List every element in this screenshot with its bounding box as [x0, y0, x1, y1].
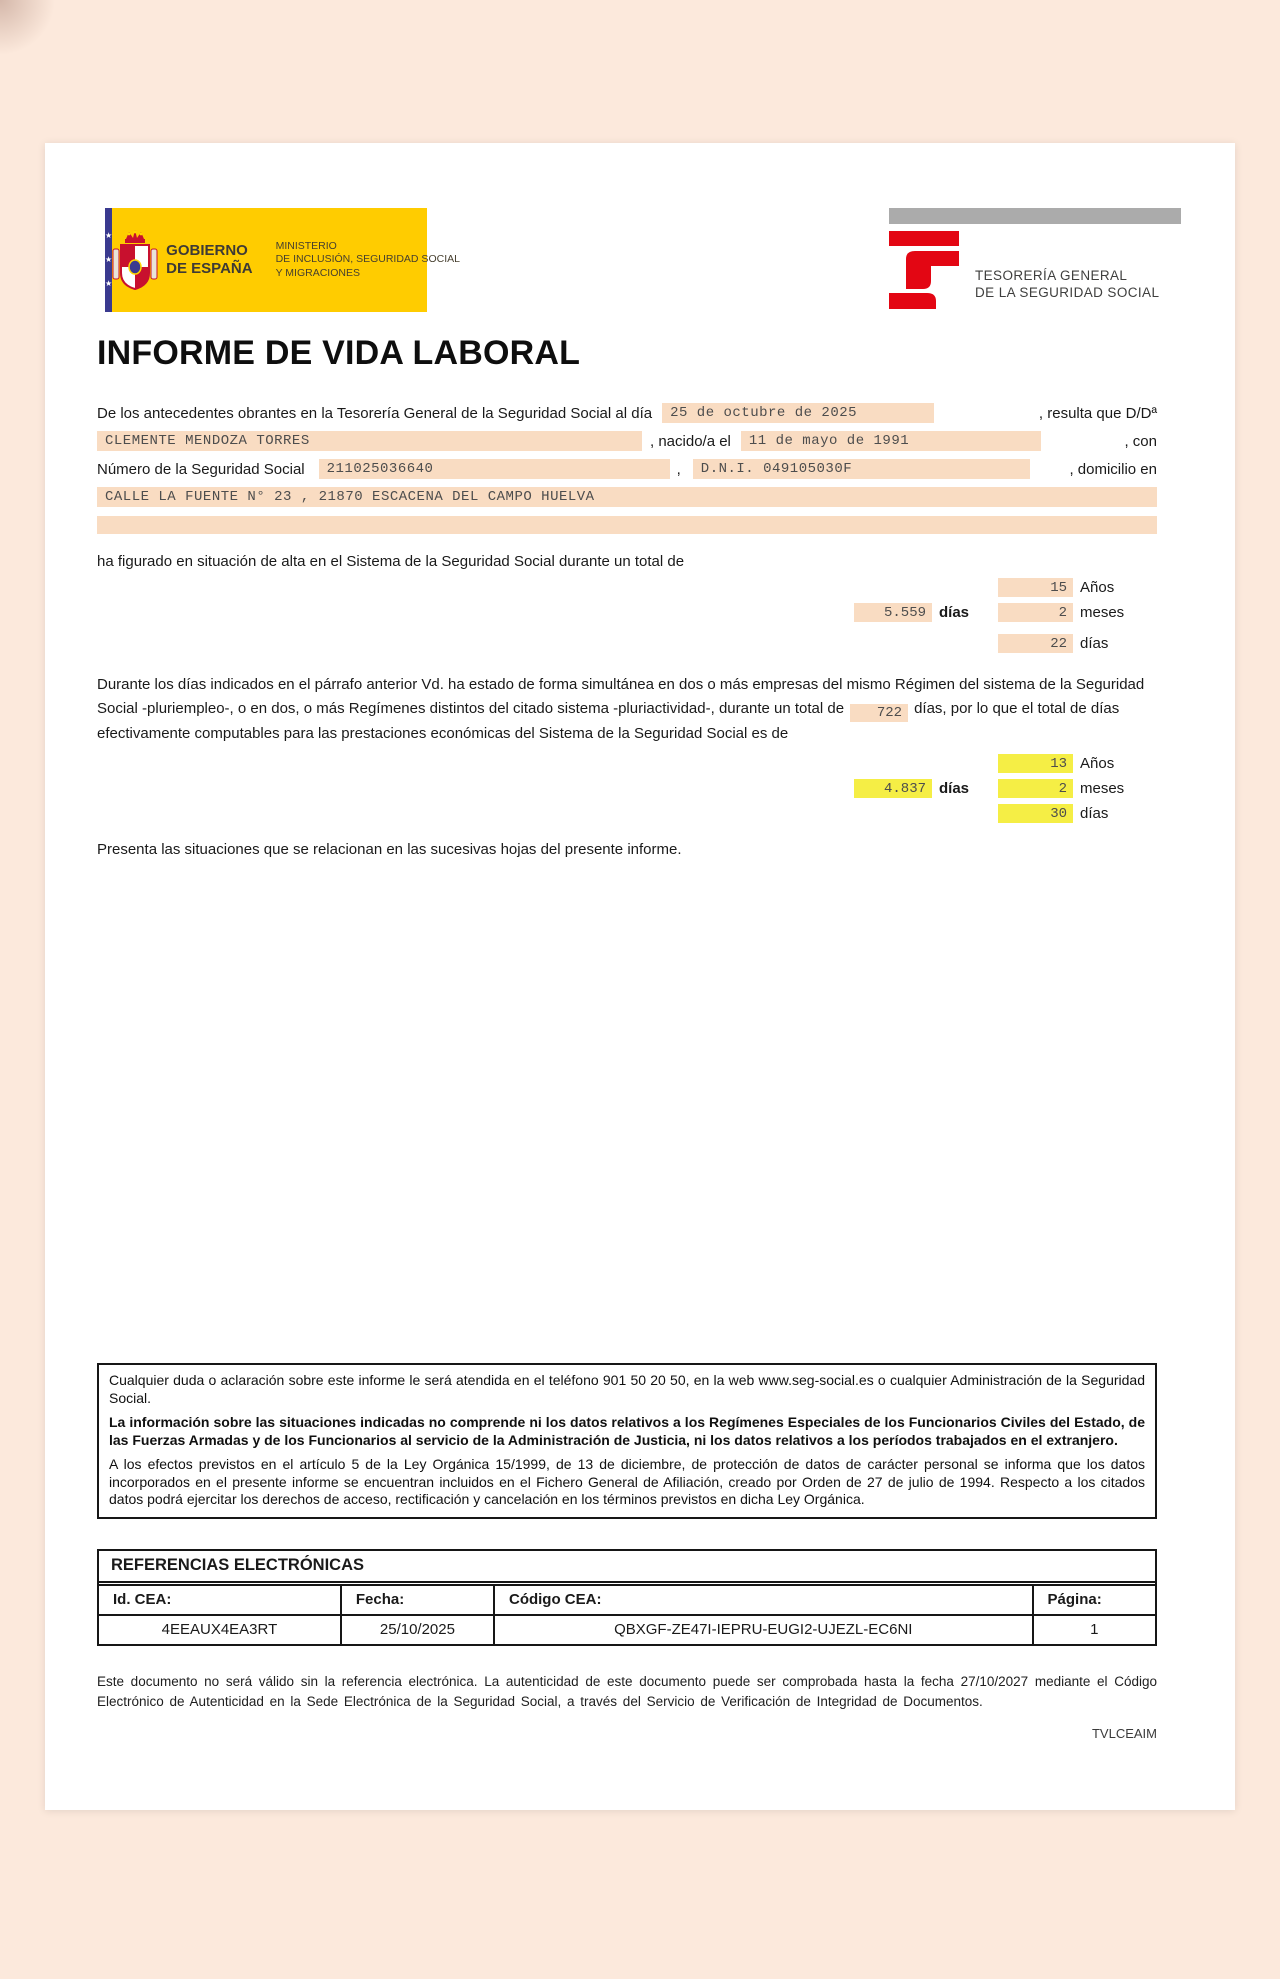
computable-days-months-row	[97, 779, 1157, 798]
tgss-gray-bar	[889, 208, 1181, 224]
computable-years-row	[97, 754, 1157, 773]
pluri-text-after: días, por lo que el total de días efectivamente computables para las prestaciones económicas del Sistema de la Seguridad Social es de	[97, 700, 1120, 742]
references-header-row	[99, 1586, 1155, 1616]
alta-months-label: meses	[1080, 604, 1125, 621]
intro-line-2	[97, 427, 1157, 455]
references-value-row	[99, 1616, 1155, 1644]
pluri-paragraph	[97, 673, 1157, 746]
computable-years-value: 13	[998, 754, 1073, 773]
computable-days-label: días	[939, 780, 970, 797]
born-label: , nacido/a el	[650, 432, 731, 450]
seguridad-social-icon	[889, 231, 959, 309]
alta-days-label: días	[1080, 635, 1109, 652]
birth-date-field: 11 de mayo de 1991	[741, 431, 1041, 451]
star-icon: ★	[105, 279, 113, 288]
domicile-label: , domicilio en	[1069, 460, 1157, 478]
computable-days-value: 4.837	[854, 779, 932, 798]
column-header-id-cea: Id. CEA:	[99, 1586, 342, 1614]
with-label: , con	[1124, 432, 1157, 450]
validity-note: Este documento no será válido sin la referencia electrónica. La autenticidad de este documento puede ser comprobada hasta la fecha 27/10/2027 mediante el Código Electrónico de Autenticidad en la Sede Electrónica de la Seguridad Social, a través del Servicio de Verificación de Integridad de Documentos.	[97, 1673, 1157, 1709]
column-header-codigo-cea: Código CEA:	[495, 1586, 1034, 1614]
ministry-text: MINISTERIO DE INCLUSIÓN, SEGURIDAD SOCIAL Y MIGRACIONES	[275, 239, 460, 279]
intro-line-5	[97, 511, 1157, 539]
pagina-value: 1	[1090, 1620, 1099, 1638]
alta-months-value: 2	[998, 603, 1073, 622]
ssn-label: Número de la Seguridad Social	[97, 460, 305, 478]
star-icon: ★	[105, 255, 113, 264]
legal-notes-box	[97, 1363, 1157, 1519]
star-icon: ★	[105, 231, 113, 240]
computable-months-label: meses	[1080, 780, 1125, 797]
document-header	[97, 208, 1160, 312]
computable-months-value: 2	[998, 779, 1073, 798]
notes-paragraph-scope: La información sobre las situaciones indicadas no comprende ni los datos relativos a los Regímenes Especiales de los Funcionarios Civiles del Estado, de las Fuerzas Armadas y de los Funcionarios al servicio de la Administración de Justicia, ni los datos relativos a los períodos trabajados en el extranjero.	[109, 1414, 1145, 1448]
page-title: INFORME DE VIDA LABORAL	[97, 334, 581, 372]
alta-years-label: Años	[1080, 579, 1115, 596]
alta-days-months-row	[97, 603, 1157, 622]
after-date-text: , resulta que D/Dª	[1038, 404, 1157, 422]
notes-paragraph-contact: Cualquier duda o aclaración sobre este informe le será atendida en el teléfono 901 50 20 50, en la web www.seg-social.es o cualquier Administración de la Seguridad Social.	[109, 1372, 1145, 1406]
report-date-field: 25 de octubre de 2025	[662, 403, 934, 423]
notes-paragraph-lopd: A los efectos previstos en el artículo 5 de la Ley Orgánica 15/1999, de 13 de diciembre, de protección de datos de carácter personal se informa que los datos incorporados en el presente informe se encuentran incluidos en el Fichero General de Afiliación, creado por Orden de 27 de julio de 1994. Respecto a los citados datos podrá ejercitar los derechos de acceso, rectificación y cancelación en los términos previstos en dicha Ley Orgánica.	[109, 1456, 1145, 1507]
computable-totals-block	[97, 754, 1157, 823]
electronic-references-table	[97, 1549, 1157, 1646]
references-title: REFERENCIAS ELECTRÓNICAS	[99, 1551, 1155, 1583]
intro-paragraph	[97, 399, 1157, 539]
document-page	[45, 143, 1235, 1810]
spain-flag-blue-band	[105, 208, 112, 312]
pluri-days-field: 722	[850, 704, 908, 722]
computable-days2-value: 30	[998, 804, 1073, 823]
alta-years-row	[97, 578, 1157, 597]
alta-days-value: 22	[998, 634, 1073, 653]
fecha-value: 25/10/2025	[342, 1616, 495, 1644]
column-header-pagina: Página:	[1047, 1590, 1102, 1608]
alta-days-row	[97, 634, 1157, 653]
intro-line-1	[97, 399, 1157, 427]
computable-days2-label: días	[1080, 805, 1109, 822]
intro-line-3	[97, 455, 1157, 483]
pluri-text-before: Durante los días indicados en el párrafo anterior Vd. ha estado de forma simultánea en dos o más empresas del mismo Régimen del sistema de la Seguridad Social -pluriempleo-, o en dos, o más Regímenes distintos del citado sistema -pluriactividad-, durante un total de	[97, 676, 1145, 717]
alta-total-days-value: 5.559	[854, 603, 932, 622]
full-name-field: CLEMENTE MENDOZA TORRES	[97, 431, 642, 451]
spain-coat-of-arms-icon	[112, 208, 158, 312]
computable-days2-row	[97, 804, 1157, 823]
address-field: CALLE LA FUENTE N° 23 , 21870 ESCACENA DEL CAMPO HUELVA	[97, 487, 1157, 507]
computable-years-label: Años	[1080, 755, 1115, 772]
id-cea-value: 4EEAUX4EA3RT	[99, 1616, 342, 1644]
dni-field: D.N.I. 049105030F	[693, 459, 1030, 479]
column-header-fecha: Fecha:	[342, 1586, 495, 1614]
separator-comma: ,	[676, 460, 681, 478]
alta-years-value: 15	[998, 578, 1073, 597]
tgss-logo	[889, 208, 1181, 309]
address-field-empty	[97, 516, 1157, 534]
ssn-field: 211025036640	[319, 459, 670, 479]
codigo-cea-value: QBXGF-ZE47I-IEPRU-EUGI2-UJEZL-EC6NI	[495, 1616, 1034, 1644]
intro-lead-text: De los antecedentes obrantes en la Tesorería General de la Seguridad Social al día	[97, 404, 653, 422]
alta-total-days-label: días	[939, 604, 970, 621]
document-code: TVLCEAIM	[1091, 1725, 1157, 1741]
alta-totals-block	[97, 578, 1157, 653]
alta-intro-text: ha figurado en situación de alta en el Sistema de la Seguridad Social durante un total de	[97, 553, 685, 570]
tgss-name: TESORERÍA GENERAL DE LA SEGURIDAD SOCIAL	[975, 268, 1160, 300]
presenta-text: Presenta las situaciones que se relacionan en las sucesivas hojas del presente informe.	[97, 841, 682, 858]
gobierno-de-espana-logo	[105, 208, 460, 312]
intro-line-4	[97, 483, 1157, 511]
gobierno-text: GOBIERNO DE ESPAÑA	[166, 242, 253, 277]
